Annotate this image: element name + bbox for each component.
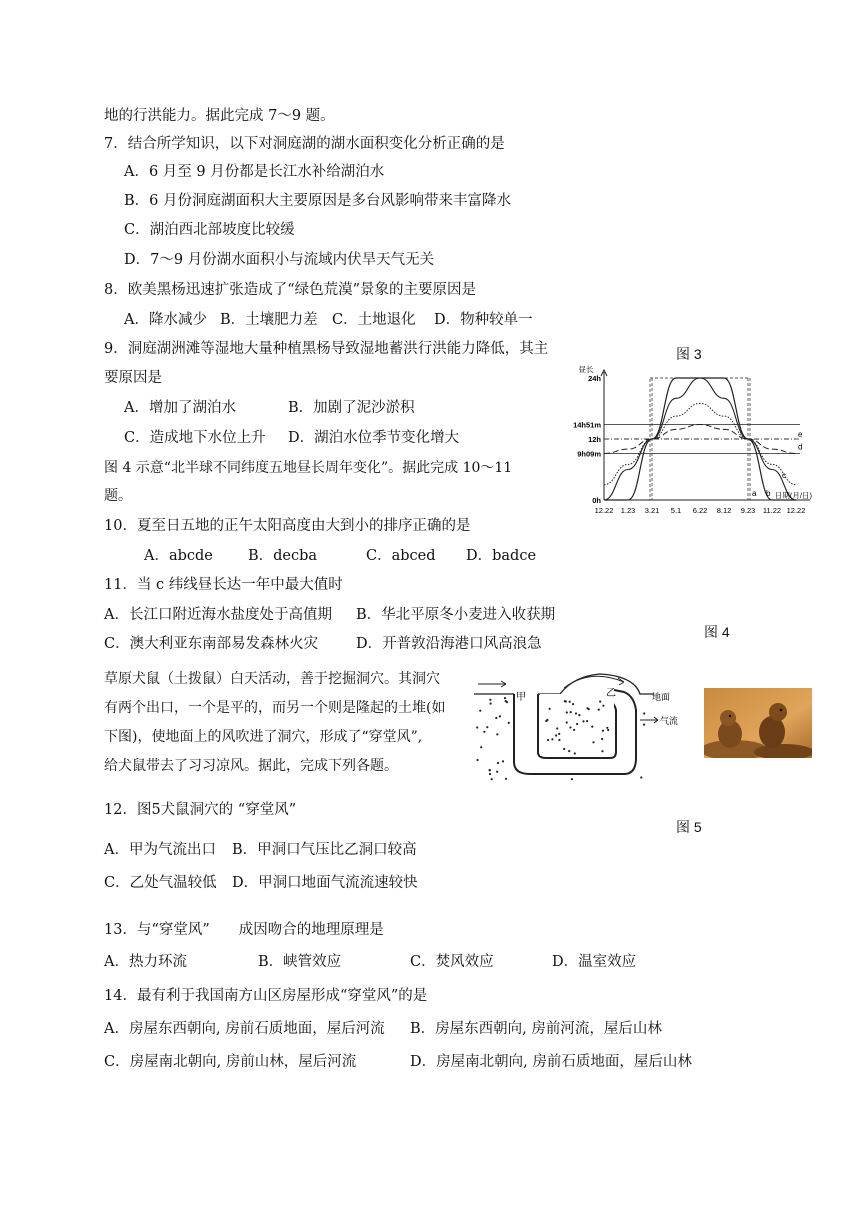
x-tick-label: 8.12 [716,506,732,515]
figure-5-intro-line1: 草原犬鼠（土拨鼠）白天活动，善于挖掘洞穴。其洞穴 [104,671,440,687]
soil-dot [588,708,590,710]
soil-dot [570,711,572,713]
question-12-stem: 12．图5犬鼠洞穴的 “穿堂风” [104,802,297,818]
soil-dot [476,759,478,761]
soil-dot [582,720,584,722]
soil-dot [502,760,504,762]
question-9-option-c: C．造成地下水位上升 [124,430,266,446]
soil-dot [556,727,558,729]
question-11-option-b: B．华北平原冬小麦进入收获期 [356,607,556,623]
question-8-options [124,310,544,330]
soil-dot [496,771,498,773]
soil-dot [486,726,488,728]
label-jia: 甲 [516,692,526,703]
soil-dot [495,717,497,719]
soil-dot [602,705,604,707]
question-14-options-row1 [104,1019,724,1039]
soil-dot [643,712,645,714]
question-12-option-b: B．甲洞口气压比乙洞口较高 [232,842,417,858]
curve-label-b: b [766,489,771,498]
x-tick-label: 6.22 [692,506,708,515]
question-10-option-b: B．decba [248,548,318,564]
question-12-option-c: C．乙处气温较低 [104,875,217,891]
soil-dot [566,721,568,723]
soil-dot [551,738,553,740]
question-10-stem: 10．夏至日五地的正午太阳高度由大到小的排序正确的是 [104,518,471,534]
soil-dot [496,733,498,735]
question-9-options-row2 [124,428,544,448]
soil-dot [480,746,482,748]
soil-dot [558,739,560,741]
x-tick-label: 5.1 [670,506,682,515]
soil-dot [545,720,547,722]
question-13-option-b: B．峡管效应 [258,954,342,970]
soil-dot [576,723,578,725]
label-airflow: 气流 [660,716,679,726]
intro-text: 地的行洪能力。据此完成 7～9 题。 [104,108,335,124]
soil-dot [575,712,577,714]
question-7-option-b: B．6 月份洞庭湖面积大主要原因是多台风影响带来丰富降水 [124,193,511,209]
question-7-option-a: A．6 月至 9 月份都是长江水补给湖泊水 [124,164,385,180]
y-tick-label: 14h51m [573,420,601,430]
question-11-options-row2 [104,634,604,654]
question-7-stem: 7．结合所学知识，以下对洞庭湖的湖水面积变化分析正确的是 [104,136,505,152]
figure-4-intro-line1: 图 4 示意“北半球不同纬度五地昼长周年变化”。据此完成 10～11 [104,460,513,476]
soil-dot [497,762,499,764]
soil-dot [549,708,551,710]
soil-dot [606,727,608,729]
soil-dot [563,748,565,750]
x-axis-title: 日期(月/日) [774,491,812,500]
soil-dot [586,720,588,722]
soil-dot [547,739,549,741]
soil-dot [571,778,573,780]
soil-dot [479,710,481,712]
figure-5-intro-line3: 下图)，使地面上的风吹进了洞穴，形成了“穿堂风”, [104,729,423,745]
x-tick-label: 12.22 [594,506,614,515]
question-10-options [144,546,564,566]
soil-dot [598,709,600,711]
question-7-option-c: C．湖泊西北部坡度比较缓 [124,222,295,238]
prairie-dog-photo [704,688,812,758]
question-9-option-b: B．加剧了泥沙淤积 [288,400,415,416]
soil-dot [591,726,593,728]
soil-dot [565,700,567,702]
wind-arrow-top [564,676,624,688]
soil-dot [499,715,501,717]
soil-dot [607,729,609,731]
question-9-options-row1 [124,398,544,418]
curve-label-e: e [798,429,803,439]
question-11-option-c: C．澳大利亚东南部易发森林火灾 [104,636,319,652]
figure-5-caption: 图 5 [676,819,702,835]
x-tick-label: 1.23 [620,506,636,515]
x-tick-label: 3.21 [644,506,660,515]
soil-dot [572,703,574,705]
prairie-dog-body-right [759,716,785,748]
figure-5-intro-line4: 给犬鼠带去了习习凉风。据此，完成下列各题。 [104,758,398,774]
soil-dot [558,733,560,735]
day-length-chart [560,362,820,524]
question-12-option-d: D．甲洞口地面气流流速较快 [232,875,418,891]
figure-3-caption: 图 3 [676,346,702,362]
question-8-stem: 8．欧美黑杨迅速扩张造成了“绿色荒漠”景象的主要原因是 [104,282,477,298]
wind-arrow-top-head [618,678,624,685]
question-13-option-a: A．热力环流 [104,954,187,970]
label-yi: 乙 [606,688,616,699]
y-tick-label: 24h [588,374,601,383]
soil-dot [601,750,603,752]
soil-dot [602,730,604,732]
soil-dot [568,750,570,752]
y-tick-label: 12h [588,435,601,444]
question-14-options-row2 [104,1052,724,1072]
soil-dot [569,726,571,728]
soil-dot [592,741,594,743]
figure-4-intro-line2: 题。 [104,488,132,504]
y-axis-title: 昼长 [578,365,594,374]
question-11-options-row1 [104,605,604,625]
x-tick-label: 9.23 [740,506,756,515]
question-14-option-b: B．房屋东西朝向, 房前河流，屋后山林 [410,1021,662,1037]
question-11-option-d: D．开普敦沿海港口风高浪急 [356,636,542,652]
question-14-option-d: D．房屋南北朝向, 房前石质地面，屋后山林 [410,1054,692,1070]
soil-dot [569,701,571,703]
figure-5-intro-line2: 有两个出口，一个是平的，而另一个则是隆起的土堆(如 [104,700,446,716]
soil-dot [489,699,491,701]
question-8-option-a: A．降水减少 [124,312,207,328]
question-9-stem-line1: 9．洞庭湖洲滩等湿地大量种植黑杨导致湿地蓄洪行洪能力降低，其主 [104,341,549,357]
question-8-option-c: C．土地退化 [332,312,416,328]
question-9-stem-line2: 要原因是 [104,370,162,386]
soil-dot [508,722,510,724]
soil-dot [578,714,580,716]
question-11-stem: 11．当 c 纬线昼长达一年中最大值时 [104,577,343,593]
y-tick-label: 9h09m [577,449,601,459]
question-8-option-b: B．土壤肥力差 [220,312,318,328]
soil-dot [601,738,603,740]
soil-dot [640,776,642,778]
prairie-dog-head-left [720,710,736,726]
curve-label-c: c [782,471,786,480]
soil-dot [491,778,493,780]
question-9-option-d: D．湖泊水位季节变化增大 [288,430,460,446]
soil-dot [490,703,492,705]
label-ground: 地面 [652,692,671,702]
soil-dot [489,773,491,775]
figure-4-caption: 图 4 [704,624,730,640]
x-tick-label: 11.22 [762,506,782,515]
y-tick-label: 0h [592,496,601,505]
question-9-option-a: A．增加了湖泊水 [124,400,236,416]
soil-dot [476,726,478,728]
question-10-option-d: D．badce [466,548,537,564]
soil-dot [483,731,485,733]
soil-dot [555,734,557,736]
soil-dot [573,729,575,731]
soil-dot [566,711,568,713]
question-14-option-c: C．房屋南北朝向, 房前山林，屋后河流 [104,1054,357,1070]
soil-dot [599,701,601,703]
question-14-option-a: A．房屋东西朝向, 房前石质地面，屋后河流 [104,1021,385,1037]
question-11-option-a: A．长江口附近海水盐度处于高值期 [104,607,332,623]
x-tick-label: 12.22 [786,506,806,515]
curve-c [604,403,796,484]
soil-dot [505,700,507,702]
soil-dot [505,778,507,780]
prairie-dog-head-right [769,703,787,721]
burrow-diagram [474,670,704,782]
question-12-option-a: A．甲为气流出口 [104,842,216,858]
curve-label-d: d [798,442,803,452]
question-13-option-d: D．温室效应 [552,954,637,970]
question-13-stem: 13．与“穿堂风” 成因吻合的地理原理是 [104,922,384,938]
soil-dot [504,697,506,699]
soil-dot [643,724,645,726]
curve-label-a: a [752,489,757,498]
question-14-stem: 14．最有利于我国南方山区房屋形成“穿堂风”的是 [104,988,428,1004]
question-10-option-c: C．abced [366,548,436,564]
soil-dot [489,769,491,771]
question-13-options [104,952,664,972]
question-13-option-c: C．焚风效应 [410,954,494,970]
question-12-options-row1 [104,840,604,860]
question-12-options-row2 [104,873,604,893]
question-8-option-d: D．物种较单一 [434,312,533,328]
soil-dot [574,752,576,754]
question-10-option-a: A．abcde [144,548,213,564]
question-7-option-d: D．7～9 月份湖水面积小与流域内伏旱天气无关 [124,252,435,268]
